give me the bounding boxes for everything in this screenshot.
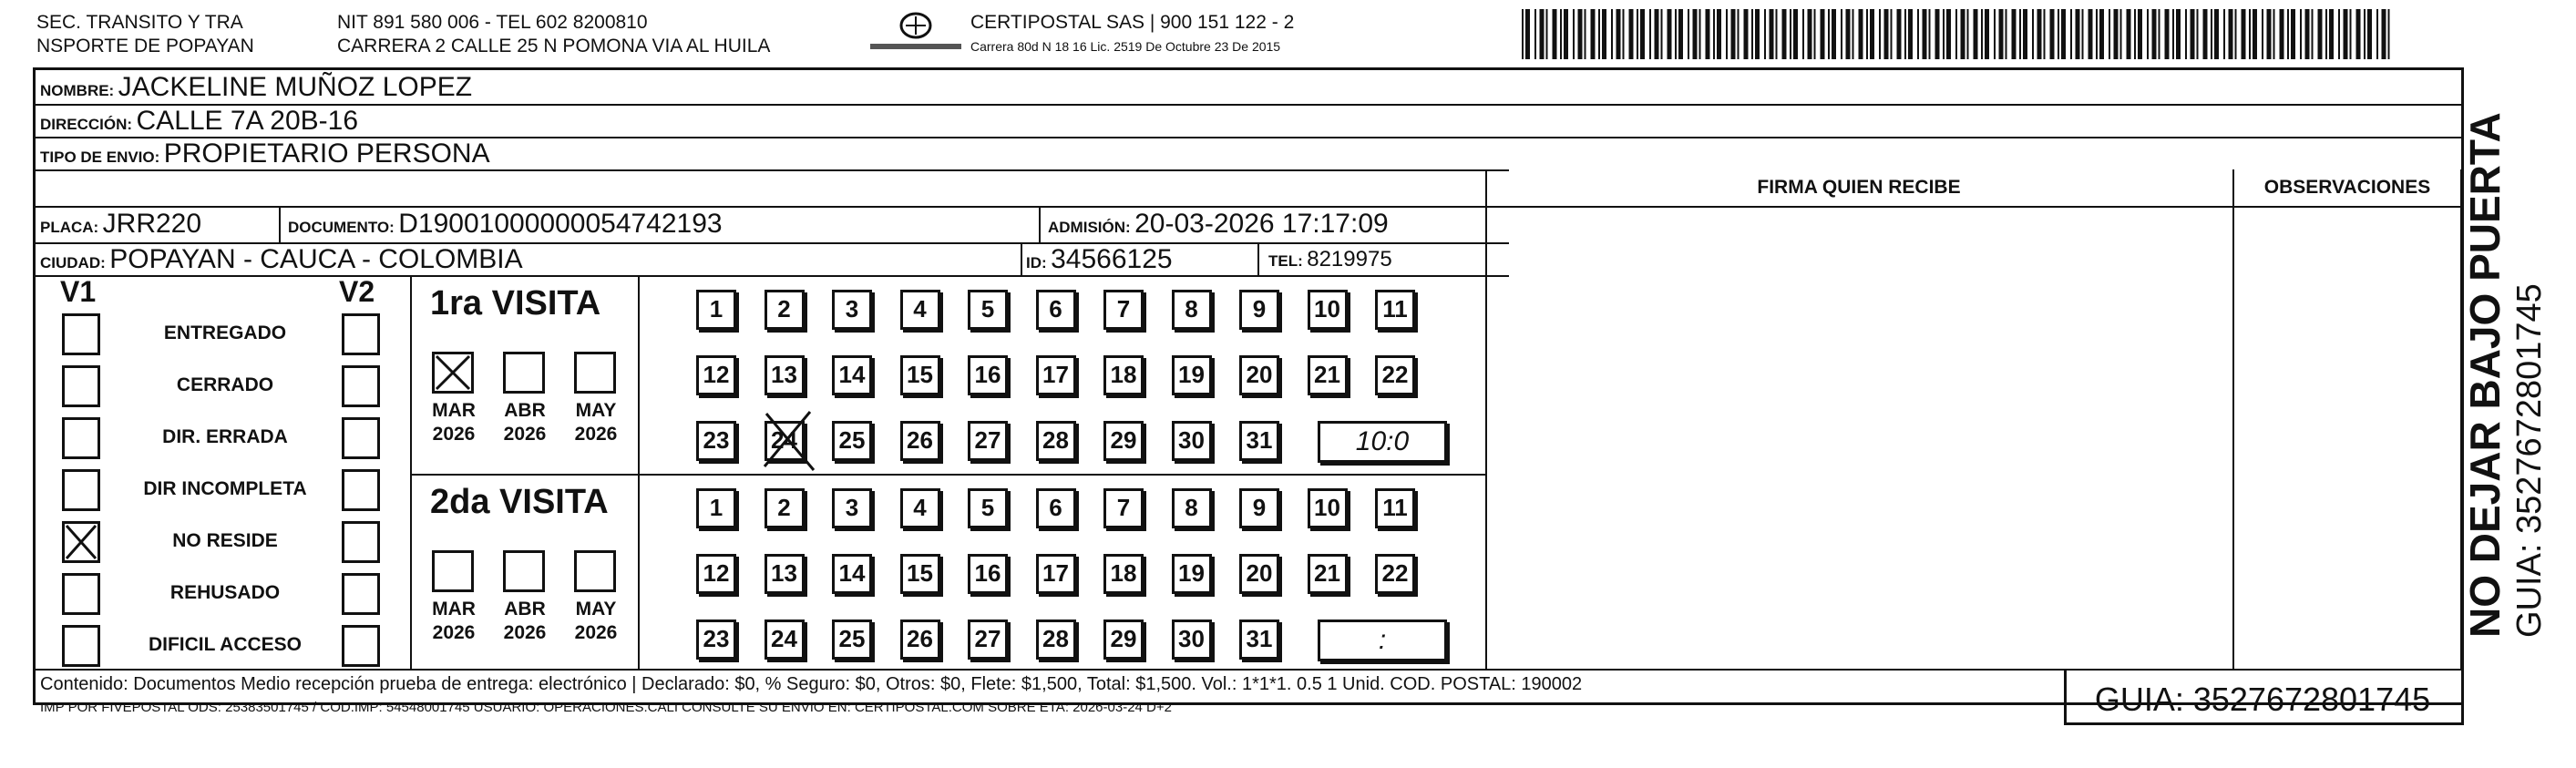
day-box[interactable]: 19 [1172, 355, 1212, 395]
day-box[interactable]: 24 [765, 421, 805, 461]
day-box[interactable]: 17 [1036, 355, 1076, 395]
direccion-label: DIRECCIÓN: [40, 116, 133, 133]
admision-row [1048, 210, 1389, 243]
day-box[interactable]: 2 [765, 290, 805, 330]
day-box[interactable]: 26 [900, 421, 940, 461]
month-checkbox[interactable] [503, 352, 545, 394]
month-name: MAY [575, 599, 617, 620]
day-box[interactable]: 2 [765, 488, 805, 528]
side-warning: NO DEJAR BAJO PUERTA [2461, 112, 2509, 638]
v1-checkbox[interactable] [62, 469, 100, 511]
day-box[interactable]: 17 [1036, 554, 1076, 594]
month-checkbox[interactable] [574, 550, 616, 592]
courier-line-1: CERTIPOSTAL SAS | 900 151 122 - 2 [970, 12, 1295, 33]
day-box[interactable]: 20 [1239, 554, 1279, 594]
tel-row [1268, 245, 1392, 277]
day-box[interactable]: 14 [832, 355, 872, 395]
status-label: NO RESIDE [172, 530, 278, 551]
day-box[interactable]: 8 [1172, 290, 1212, 330]
day-box[interactable]: 28 [1036, 620, 1076, 660]
day-box[interactable]: 25 [832, 620, 872, 660]
v1-checkbox[interactable] [62, 365, 100, 407]
barcode-icon [1522, 9, 2396, 59]
day-box[interactable]: 15 [900, 554, 940, 594]
month-year: 2026 [503, 424, 547, 445]
day-box[interactable]: 18 [1103, 554, 1144, 594]
v2-checkbox[interactable] [342, 625, 380, 667]
day-box[interactable]: 26 [900, 620, 940, 660]
day-box[interactable]: 10 [1308, 488, 1348, 528]
nombre-row [40, 73, 472, 107]
day-box[interactable]: 12 [696, 554, 736, 594]
sender-line-2: NSPORTE DE POPAYAN [36, 36, 254, 56]
day-box[interactable]: 25 [832, 421, 872, 461]
month-year: 2026 [432, 424, 476, 445]
day-box[interactable]: 23 [696, 421, 736, 461]
ciudad-label: CIUDAD: [40, 254, 106, 271]
month-name: MAR [432, 599, 476, 620]
id-value: 34566125 [1051, 244, 1173, 274]
day-box[interactable]: 19 [1172, 554, 1212, 594]
v1-checkbox[interactable] [62, 625, 100, 667]
day-box[interactable]: 28 [1036, 421, 1076, 461]
documento-label: DOCUMENTO: [288, 219, 395, 236]
status-label: DIR INCOMPLETA [143, 478, 307, 499]
day-box[interactable]: 13 [765, 355, 805, 395]
courier-line-2: Carrera 80d N 18 16 Lic. 2519 De Octubre 23 De 2015 [970, 39, 1281, 54]
month-checkbox[interactable] [503, 550, 545, 592]
day-box[interactable]: 16 [968, 355, 1008, 395]
day-box[interactable]: 16 [968, 554, 1008, 594]
v2-checkbox[interactable] [342, 469, 380, 511]
v2-checkbox[interactable] [342, 417, 380, 459]
day-box[interactable]: 7 [1103, 488, 1144, 528]
placa-label: PLACA: [40, 219, 99, 236]
month-year: 2026 [574, 424, 618, 445]
v1-checkbox[interactable] [62, 521, 100, 563]
day-box[interactable]: 9 [1239, 290, 1279, 330]
status-label: ENTREGADO [163, 323, 287, 343]
month-name: MAY [575, 400, 617, 421]
id-row [1026, 245, 1173, 279]
certipostal-logo-icon [866, 7, 966, 60]
documento-row [288, 210, 723, 243]
day-box[interactable]: 23 [696, 620, 736, 660]
month-name: ABR [504, 400, 546, 421]
v1-label: V1 [60, 275, 97, 308]
day-box[interactable]: 31 [1239, 620, 1279, 660]
time-box[interactable] [1318, 421, 1447, 463]
nombre-label: NOMBRE: [40, 82, 115, 99]
day-box[interactable]: 22 [1375, 355, 1415, 395]
placa-row [40, 210, 201, 243]
month-year: 2026 [503, 622, 547, 643]
day-box[interactable]: 5 [968, 290, 1008, 330]
status-label: REHUSADO [169, 582, 281, 603]
firma-header: FIRMA QUIEN RECIBE [1757, 177, 1961, 198]
day-box[interactable]: 11 [1375, 488, 1415, 528]
day-box[interactable]: 11 [1375, 290, 1415, 330]
day-box[interactable]: 3 [832, 290, 872, 330]
day-box[interactable]: 15 [900, 355, 940, 395]
v1-checkbox[interactable] [62, 573, 100, 615]
side-text [2460, 18, 2570, 638]
day-box[interactable]: 3 [832, 488, 872, 528]
day-box[interactable]: 14 [832, 554, 872, 594]
day-box[interactable]: 27 [968, 421, 1008, 461]
status-label: DIR. ERRADA [162, 426, 288, 447]
month-name: MAR [432, 400, 476, 421]
tel-label: TEL: [1268, 252, 1303, 270]
v1-checkbox[interactable] [62, 417, 100, 459]
day-cross-mark [757, 406, 821, 476]
day-box[interactable]: 7 [1103, 290, 1144, 330]
sender-line-1: SEC. TRANSITO Y TRA [36, 12, 243, 33]
day-box[interactable]: 4 [900, 488, 940, 528]
v2-checkbox[interactable] [342, 521, 380, 563]
day-box[interactable]: 30 [1172, 620, 1212, 660]
month-year: 2026 [432, 622, 476, 643]
direccion-row [40, 107, 358, 140]
day-box[interactable]: 9 [1239, 488, 1279, 528]
v2-checkbox[interactable] [342, 573, 380, 615]
footer-line-1: Contenido: Documentos Medio recepción prueba de entrega: electrónico | Declarado: $0, % Seguro: $0, Otros: $0, Flete: $1,500, Total: $1,500. Vol.: 1*1*1. 0.5 1 Unid. COD. POSTAL: 190002 [40, 674, 1583, 694]
tipo-envio-value: PROPIETARIO PERSONA [163, 138, 490, 169]
side-guia: GUIA: 3527672801745 [2510, 283, 2549, 638]
v2-label: V2 [339, 275, 375, 308]
time-box[interactable] [1318, 620, 1447, 661]
visit-title: 2da VISITA [430, 483, 609, 521]
month-name: ABR [504, 599, 546, 620]
v2-checkbox[interactable] [342, 313, 380, 355]
day-box[interactable]: 18 [1103, 355, 1144, 395]
ciudad-value: POPAYAN - CAUCA - COLOMBIA [109, 244, 523, 274]
footer-line-2: IMP POR FIVEPOSTAL ODS: 25383501745 / COD.IMP: 54548001745 USUARIO: OPERACIONES.CALI CONSULTE SU ENVIO EN: CERTIPOSTAL.COM SOBRE ETA: 2026-03-24 D+2 [40, 700, 1172, 715]
day-box[interactable]: 31 [1239, 421, 1279, 461]
v1-checkbox[interactable] [62, 313, 100, 355]
month-checkbox[interactable] [432, 550, 474, 592]
day-box[interactable]: 8 [1172, 488, 1212, 528]
direccion-value: CALLE 7A 20B-16 [136, 106, 359, 136]
day-box[interactable]: 21 [1308, 355, 1348, 395]
nombre-value: JACKELINE MUÑOZ LOPEZ [118, 72, 473, 102]
day-box[interactable]: 4 [900, 290, 940, 330]
day-box[interactable]: 10 [1308, 290, 1348, 330]
day-box[interactable]: 29 [1103, 620, 1144, 660]
status-label: CERRADO [176, 374, 274, 395]
day-box[interactable]: 22 [1375, 554, 1415, 594]
day-box[interactable]: 12 [696, 355, 736, 395]
id-label: ID: [1026, 254, 1047, 271]
day-box[interactable]: 21 [1308, 554, 1348, 594]
day-box[interactable]: 29 [1103, 421, 1144, 461]
day-box[interactable]: 1 [696, 488, 736, 528]
tipo-envio-label: TIPO DE ENVIO: [40, 148, 160, 166]
month-checkbox[interactable] [574, 352, 616, 394]
day-box[interactable]: 5 [968, 488, 1008, 528]
time-value: 10:0 [1355, 426, 1410, 456]
day-box[interactable]: 20 [1239, 355, 1279, 395]
time-value: : [1378, 625, 1387, 655]
nit-line-1: NIT 891 580 006 - TEL 602 8200810 [337, 12, 648, 33]
tipo-envio-row [40, 139, 490, 173]
day-box[interactable]: 6 [1036, 488, 1076, 528]
v2-checkbox[interactable] [342, 365, 380, 407]
day-box[interactable]: 30 [1172, 421, 1212, 461]
admision-label: ADMISIÓN: [1048, 219, 1131, 236]
status-label: DIFICIL ACCESO [148, 634, 302, 655]
observaciones-header: OBSERVACIONES [2263, 177, 2431, 198]
month-checkbox[interactable] [432, 352, 474, 394]
day-box[interactable]: 1 [696, 290, 736, 330]
month-year: 2026 [574, 622, 618, 643]
admision-value: 20-03-2026 17:17:09 [1134, 209, 1389, 239]
documento-value: D19001000000054742193 [398, 209, 723, 239]
nit-line-2: CARRERA 2 CALLE 25 N POMONA VIA AL HUILA [337, 36, 771, 56]
ciudad-row [40, 245, 523, 279]
visit-title: 1ra VISITA [430, 284, 601, 323]
day-box[interactable]: 6 [1036, 290, 1076, 330]
placa-value: JRR220 [102, 209, 202, 239]
footer-guia: GUIA: 3527672801745 [2094, 681, 2431, 718]
day-box[interactable]: 27 [968, 620, 1008, 660]
day-box[interactable]: 24 [765, 620, 805, 660]
day-box[interactable]: 13 [765, 554, 805, 594]
tel-value: 8219975 [1307, 247, 1392, 271]
